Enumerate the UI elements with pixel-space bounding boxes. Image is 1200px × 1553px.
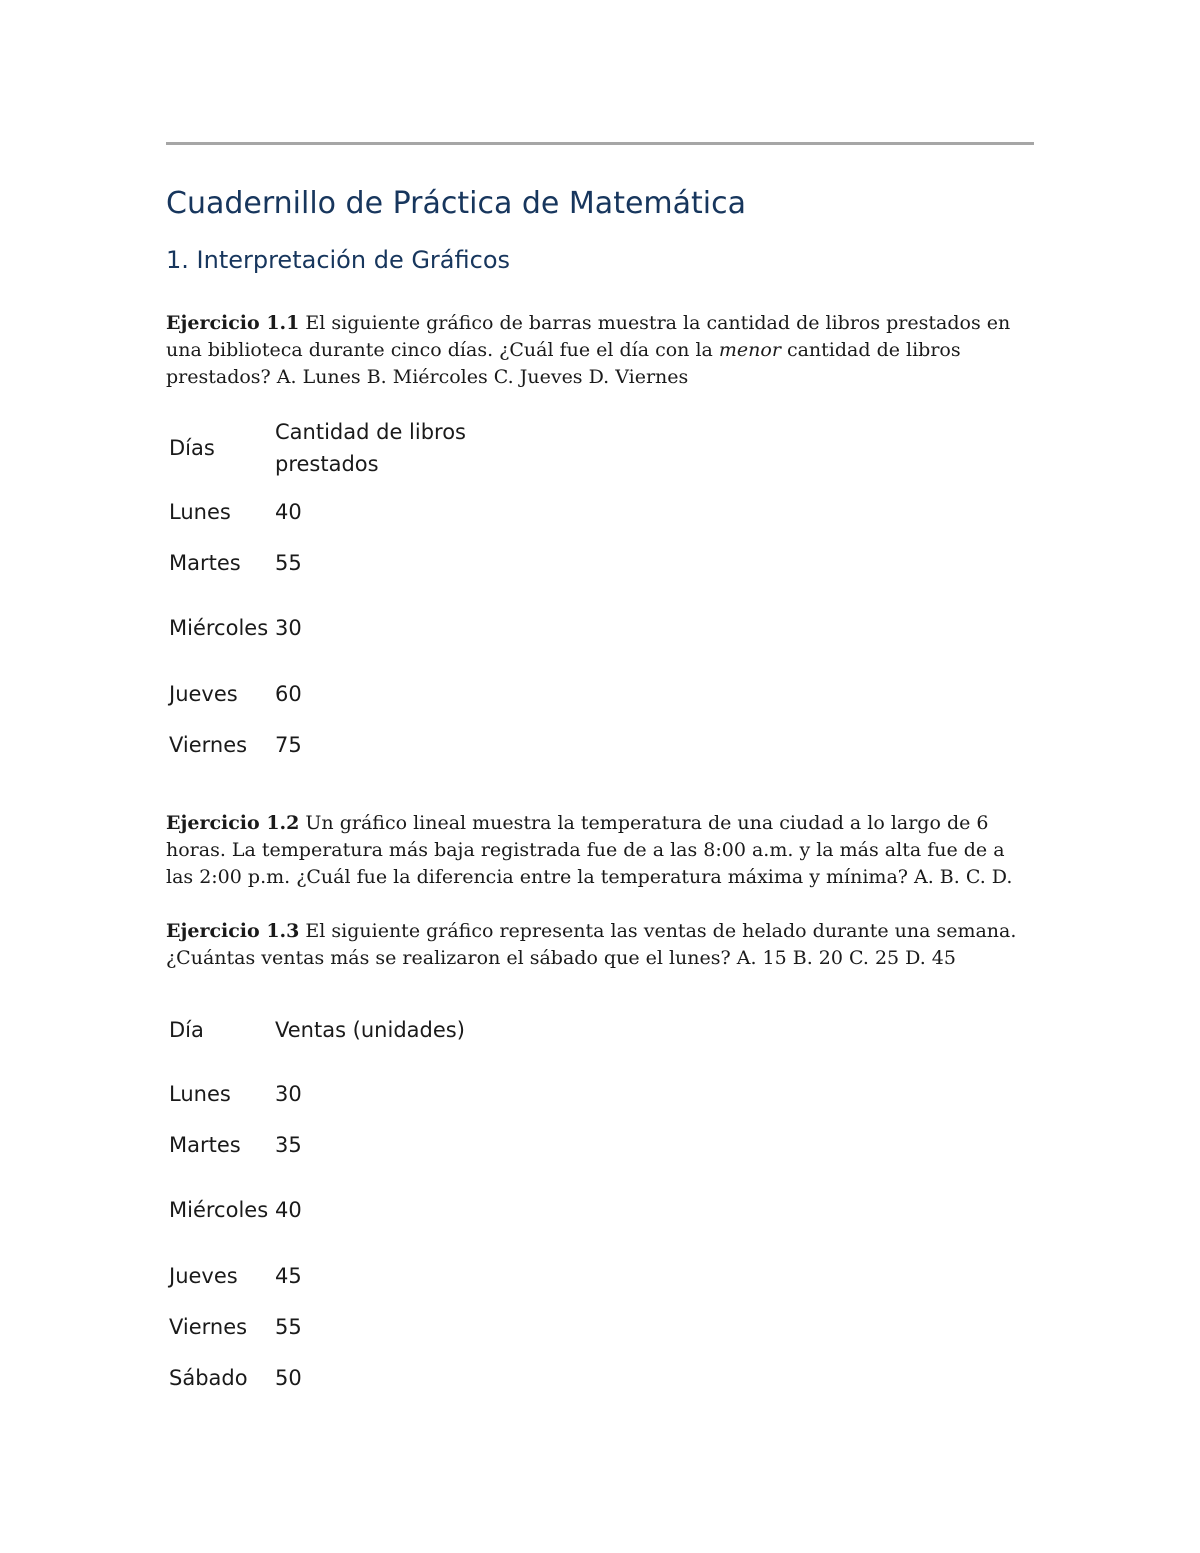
table-cell-value: 50 xyxy=(275,1365,302,1390)
books-table xyxy=(166,410,498,770)
table-cell-day: Viernes xyxy=(169,732,248,757)
exercise-1-2-body: Un gráfico lineal muestra la temperatura de una ciudad a lo largo de 6 horas. La temperatura más baja registrada fue de a las 8:00 a.m. y la más alta fue de a las 2:00 p.m. ¿Cuál fue la diferencia entre la temperatura máxima y mínima? A. B. C. D. xyxy=(166,812,1013,888)
table-cell-day: Martes xyxy=(169,1132,241,1157)
table-cell-day: Miércoles xyxy=(169,1198,269,1222)
table-row xyxy=(166,1352,498,1403)
table-row xyxy=(166,1250,498,1301)
table-row xyxy=(166,1068,498,1119)
table-header-cell: Cantidad de libros prestados xyxy=(275,420,466,476)
exercise-1-1-text xyxy=(166,310,1034,391)
table-row xyxy=(166,1301,498,1352)
table-row xyxy=(166,719,498,770)
table-cell-day: Viernes xyxy=(169,1314,248,1339)
table-cell-day: Jueves xyxy=(169,681,238,706)
table-row xyxy=(166,537,498,588)
table-cell-value: 30 xyxy=(275,616,302,640)
table-header-row xyxy=(166,992,498,1068)
header-rule xyxy=(166,142,1034,145)
exercise-1-1-text-after: cantidad de libros prestados? A. Lunes B. Miércoles C. Jueves D. Viernes xyxy=(166,339,961,388)
table-header-row xyxy=(166,410,498,486)
table-cell-day: Lunes xyxy=(169,499,231,524)
exercise-1-3-body: El siguiente gráfico representa las ventas de helado durante una semana. ¿Cuántas ventas más se realizaron el sábado que el lunes? A. 15 B. 20 C. 25 D. 45 xyxy=(166,920,1017,969)
exercise-1-3-label: Ejercicio 1.3 xyxy=(166,920,300,942)
table-cell-day: Jueves xyxy=(169,1263,238,1288)
table-row xyxy=(166,668,498,719)
table-row xyxy=(166,588,498,668)
table-cell-day: Miércoles xyxy=(169,616,269,640)
table-cell-value: 55 xyxy=(275,550,302,575)
section-heading: 1. Interpretación de Gráficos xyxy=(166,246,511,274)
exercise-1-3-text xyxy=(166,918,1034,972)
table-header-cell: Días xyxy=(169,436,215,460)
exercise-1-1-emphasis: menor xyxy=(718,339,781,361)
table-header-cell: Ventas (unidades) xyxy=(275,1018,465,1042)
exercise-1-1-label: Ejercicio 1.1 xyxy=(166,312,300,334)
table-cell-day: Lunes xyxy=(169,1081,231,1106)
table-cell-value: 55 xyxy=(275,1314,302,1339)
table-row xyxy=(166,1170,498,1250)
table-row xyxy=(166,1119,498,1170)
table-cell-value: 40 xyxy=(275,499,302,524)
exercise-1-1-text-before: El siguiente gráfico de barras muestra la cantidad de libros prestados en una biblioteca durante cinco días. ¿Cuál fue el día con la xyxy=(166,312,1011,361)
table-row xyxy=(166,486,498,537)
table-cell-value: 75 xyxy=(275,732,302,757)
exercise-1-2-text xyxy=(166,810,1034,891)
table-header-cell: Día xyxy=(169,1018,204,1042)
table-cell-value: 60 xyxy=(275,681,302,706)
table-cell-day: Martes xyxy=(169,550,241,575)
ice-cream-sales-table xyxy=(166,992,498,1403)
table-cell-value: 30 xyxy=(275,1081,302,1106)
document-title: Cuadernillo de Práctica de Matemática xyxy=(166,186,746,221)
table-cell-value: 40 xyxy=(275,1198,302,1222)
table-cell-value: 35 xyxy=(275,1132,302,1157)
table-cell-value: 45 xyxy=(275,1263,302,1288)
exercise-1-2-label: Ejercicio 1.2 xyxy=(166,812,300,834)
table-cell-day: Sábado xyxy=(169,1365,248,1390)
